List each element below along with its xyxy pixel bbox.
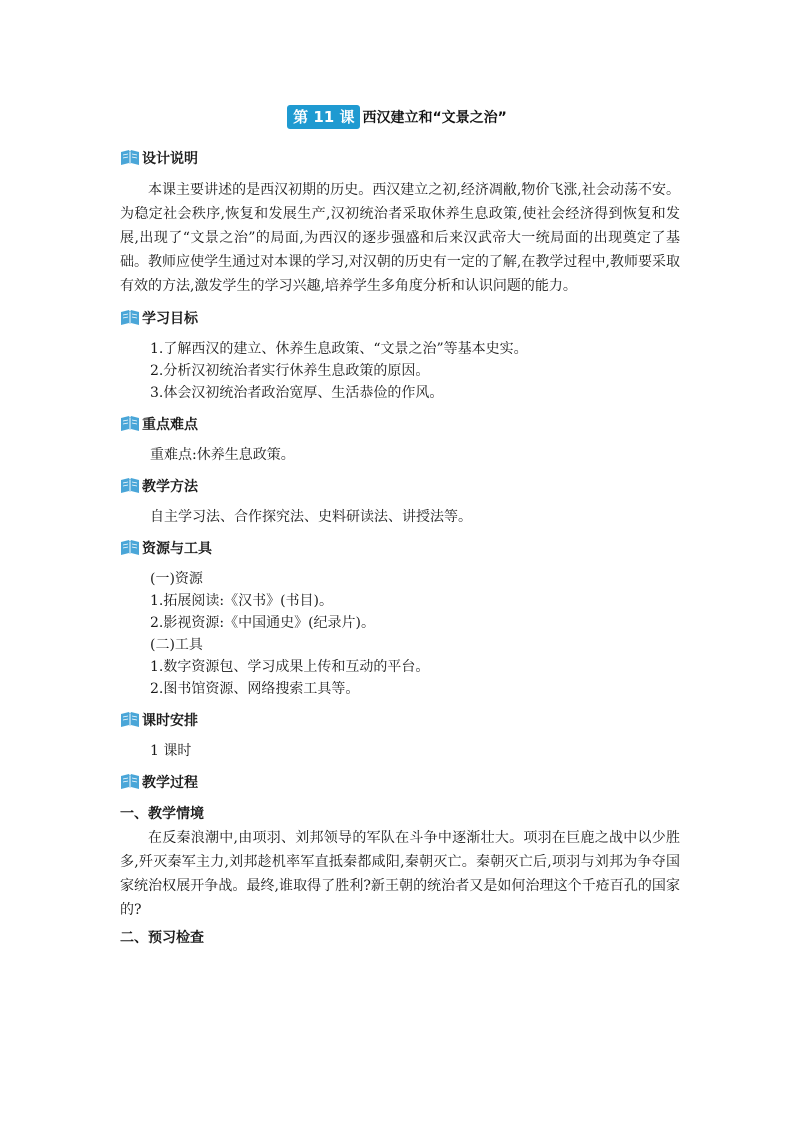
list-item: 1.拓展阅读:《汉书》(书目)。 [150,593,333,609]
list-item: 2.分析汉初统治者实行休养生息政策的原因。 [150,363,430,379]
book-icon [120,309,140,327]
process-part1-heading: 一、教学情境 [120,806,204,822]
keypoints-text: 重难点:休养生息政策。 [150,447,295,463]
lesson-number-badge: 第 11 课 [287,105,360,129]
book-icon [120,711,140,729]
section-heading-process [120,770,680,794]
schedule-text: 1 课时 [150,743,192,759]
book-icon [120,149,140,167]
list-item: 2.影视资源:《中国通史》(纪录片)。 [150,615,375,631]
list-item: 1.了解西汉的建立、休养生息政策、“文景之治”等基本史实。 [150,341,528,357]
section-heading-goals [120,306,680,330]
section-heading-schedule [120,708,680,732]
lesson-header [0,104,794,130]
section-heading-design [120,146,680,170]
methods-text: 自主学习法、合作探究法、史料研读法、讲授法等。 [150,509,472,525]
design-paragraph: 本课主要讲述的是西汉初期的历史。西汉建立之初,经济凋敝,物价飞涨,社会动荡不安。为稳定社会秩序,恢复和发展生产,汉初统治者采取休养生息政策,使社会经济得到恢复和发展,出现了“文景之治”的局面,为西汉的逐步强盛和后来汉武帝大一统局面的出现奠定了基础。教师应使学生通过对本课的学习,对汉朝的历史有一定的了解,在教学过程中,教师要采取有效的方法,激发学生的学习兴趣,培养学生多角度分析和认识问题的能力。 [120,182,680,294]
book-icon [120,415,140,433]
section-label: 教学过程 [142,775,198,791]
section-heading-resources [120,536,680,560]
list-item: 1.数字资源包、学习成果上传和互动的平台。 [150,659,430,675]
book-icon [120,773,140,791]
section-label: 设计说明 [142,151,198,167]
document-body [120,146,680,950]
book-icon [120,539,140,557]
section-label: 资源与工具 [142,541,212,557]
section-label: 课时安排 [142,713,198,729]
process-part2-heading: 二、预习检查 [120,930,204,946]
section-label: 教学方法 [142,479,198,495]
list-item: (二)工具 [150,637,203,653]
section-label: 学习目标 [142,311,198,327]
section-heading-keypoints [120,412,680,436]
list-item: (一)资源 [150,571,203,587]
section-label: 重点难点 [142,417,198,433]
book-icon [120,477,140,495]
list-item: 3.体会汉初统治者政治宽厚、生活恭俭的作风。 [150,385,444,401]
lesson-title: 西汉建立和“文景之治” [362,110,507,126]
section-heading-methods [120,474,680,498]
process-part1-paragraph: 在反秦浪潮中,由项羽、刘邦领导的军队在斗争中逐渐壮大。项羽在巨鹿之战中以少胜多,歼灭秦军主力,刘邦趁机率军直抵秦都咸阳,秦朝灭亡。秦朝灭亡后,项羽与刘邦为争夺国家统治权展开争战。最终,谁取得了胜利?新王朝的统治者又是如何治理这个千疮百孔的国家的? [120,830,680,918]
list-item: 2.图书馆资源、网络搜索工具等。 [150,681,360,697]
